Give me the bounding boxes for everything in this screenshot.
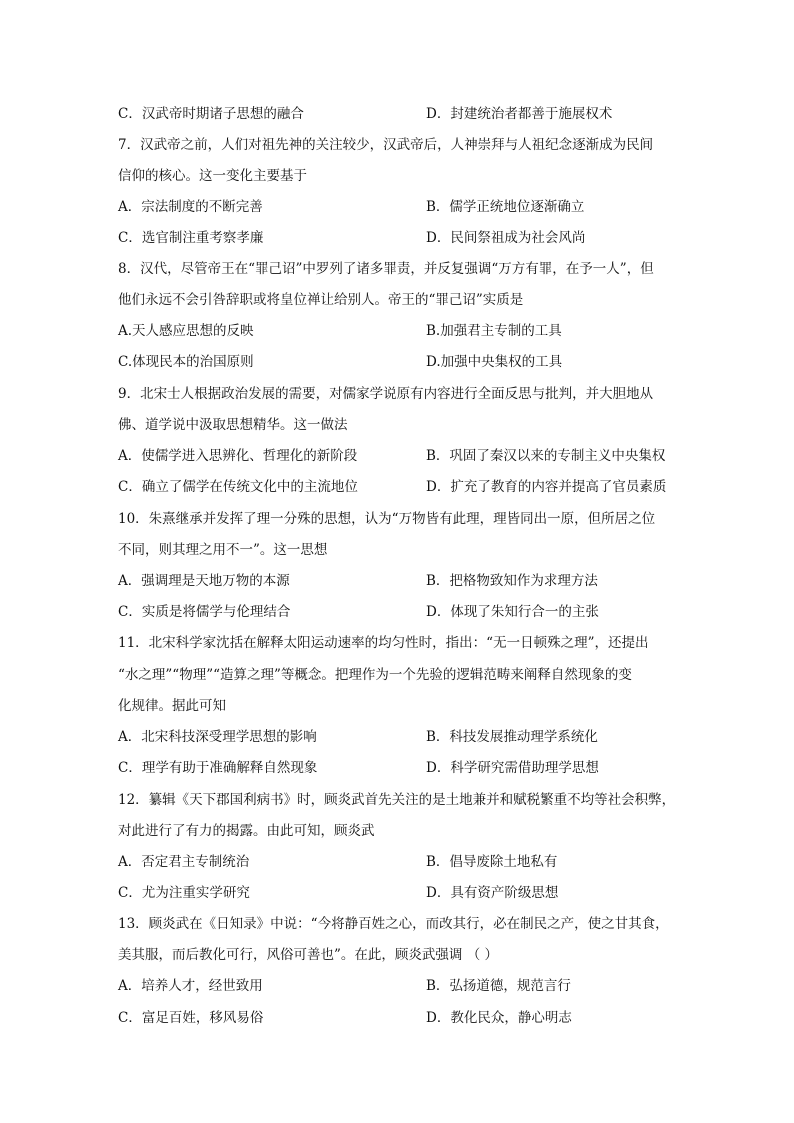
q13-option-d: D．教化民众，静心明志 <box>426 1010 572 1026</box>
q11-stem-line-1: 11．北宋科学家沈括在解释太阳运动速率的均匀性时，指出：“无一日顿殊之理”，还提出 <box>118 635 649 651</box>
q11-option-a: A．北宋科技深受理学思想的影响 <box>118 729 317 745</box>
q7-option-c: C．选官制注重考察孝廉 <box>118 230 264 246</box>
q13-option-a: A．培养人才，经世致用 <box>118 978 263 994</box>
q7-stem-line-2: 信仰的核心。这一变化主要基于 <box>118 168 307 184</box>
q13-option-b: B．弘扬道德，规范言行 <box>426 978 571 994</box>
q12-option-a: A．否定君主专制统治 <box>118 854 250 870</box>
q7-option-b: B．儒学正统地位逐渐确立 <box>426 199 585 215</box>
q9-option-c: C．确立了儒学在传统文化中的主流地位 <box>118 479 358 495</box>
q11-option-b: B．科技发展推动理学系统化 <box>426 729 598 745</box>
q8-stem-line-1: 8．汉代，尽管帝王在“罪己诏”中罗列了诸多罪责，并反复强调“万方有罪，在予一人”，但 <box>118 261 654 277</box>
q10-option-b: B．把格物致知作为求理方法 <box>426 573 598 589</box>
q8-option-c: C.体现民本的治国原则 <box>118 354 254 370</box>
q13-stem-line-2: 美其服，而后教化可行，风俗可善也”。在此，顾炎武强调 （ ） <box>118 947 498 963</box>
q12-stem-line-2: 对此进行了有力的揭露。由此可知，顾炎武 <box>118 823 375 839</box>
q7-stem-line-1: 7．汉武帝之前，人们对祖先神的关注较少，汉武帝后，人神崇拜与人祖纪念逐渐成为民间 <box>118 137 654 153</box>
q13-stem-line-1: 13．顾炎武在《日知录》中说：“今将静百姓之心，而改其行，必在制民之产，使之甘其食， <box>118 916 669 932</box>
q11-option-d: D．科学研究需借助理学思想 <box>426 760 599 776</box>
q10-option-c: C．实质是将儒学与伦理结合 <box>118 604 291 620</box>
q12-option-c: C．尤为注重实学研究 <box>118 885 250 901</box>
q7-option-d: D．民间祭祖成为社会风尚 <box>426 230 586 246</box>
q12-option-d: D．具有资产阶级思想 <box>426 885 559 901</box>
q11-stem-line-3: 化规律。据此可知 <box>118 698 226 714</box>
q11-stem-line-2: “水之理”“物理”“造算之理”等概念。把理作为一个先验的逻辑范畴来阐释自然现象的变 <box>118 667 632 683</box>
q9-option-a: A．使儒学进入思辨化、哲理化的新阶段 <box>118 448 358 464</box>
q9-option-b: B．巩固了秦汉以来的专制主义中央集权 <box>426 448 666 464</box>
q11-option-c: C．理学有助于准确解释自然现象 <box>118 760 318 776</box>
q9-stem-line-2: 佛、道学说中汲取思想精华。这一做法 <box>118 417 348 433</box>
q8-stem-line-2: 他们永远不会引咎辞职或将皇位禅让给别人。帝王的“罪己诏”实质是 <box>118 292 524 308</box>
q10-option-d: D．体现了朱知行合一的主张 <box>426 604 599 620</box>
q6-option-d: D．封建统治者都善于施展权术 <box>426 106 613 122</box>
q9-option-d: D．扩充了教育的内容并提高了官员素质 <box>426 479 667 495</box>
q8-option-b: B.加强君主专制的工具 <box>426 323 562 339</box>
q10-stem-line-2: 不同，则其理之用不一”。这一思想 <box>118 542 328 558</box>
q8-option-d: D.加强中央集权的工具 <box>426 354 563 370</box>
q12-stem-line-1: 12．纂辑《天下郡国利病书》时，顾炎武首先关注的是土地兼并和赋税繁重不均等社会积弊， <box>118 792 676 808</box>
q7-option-a: A．宗法制度的不断完善 <box>118 199 263 215</box>
q10-stem-line-1: 10．朱熹继承并发挥了理一分殊的思想，认为“万物皆有此理，理皆同出一原，但所居之位 <box>118 511 656 527</box>
q6-option-c: C．汉武帝时期诸子思想的融合 <box>118 106 304 122</box>
q13-option-c: C．富足百姓，移风易俗 <box>118 1010 264 1026</box>
q9-stem-line-1: 9．北宋士人根据政治发展的需要，对儒家学说原有内容进行全面反思与批判，并大胆地从 <box>118 386 654 402</box>
q10-option-a: A．强调理是天地万物的本源 <box>118 573 290 589</box>
q8-option-a: A.天人感应思想的反映 <box>118 323 254 339</box>
q12-option-b: B．倡导废除土地私有 <box>426 854 558 870</box>
